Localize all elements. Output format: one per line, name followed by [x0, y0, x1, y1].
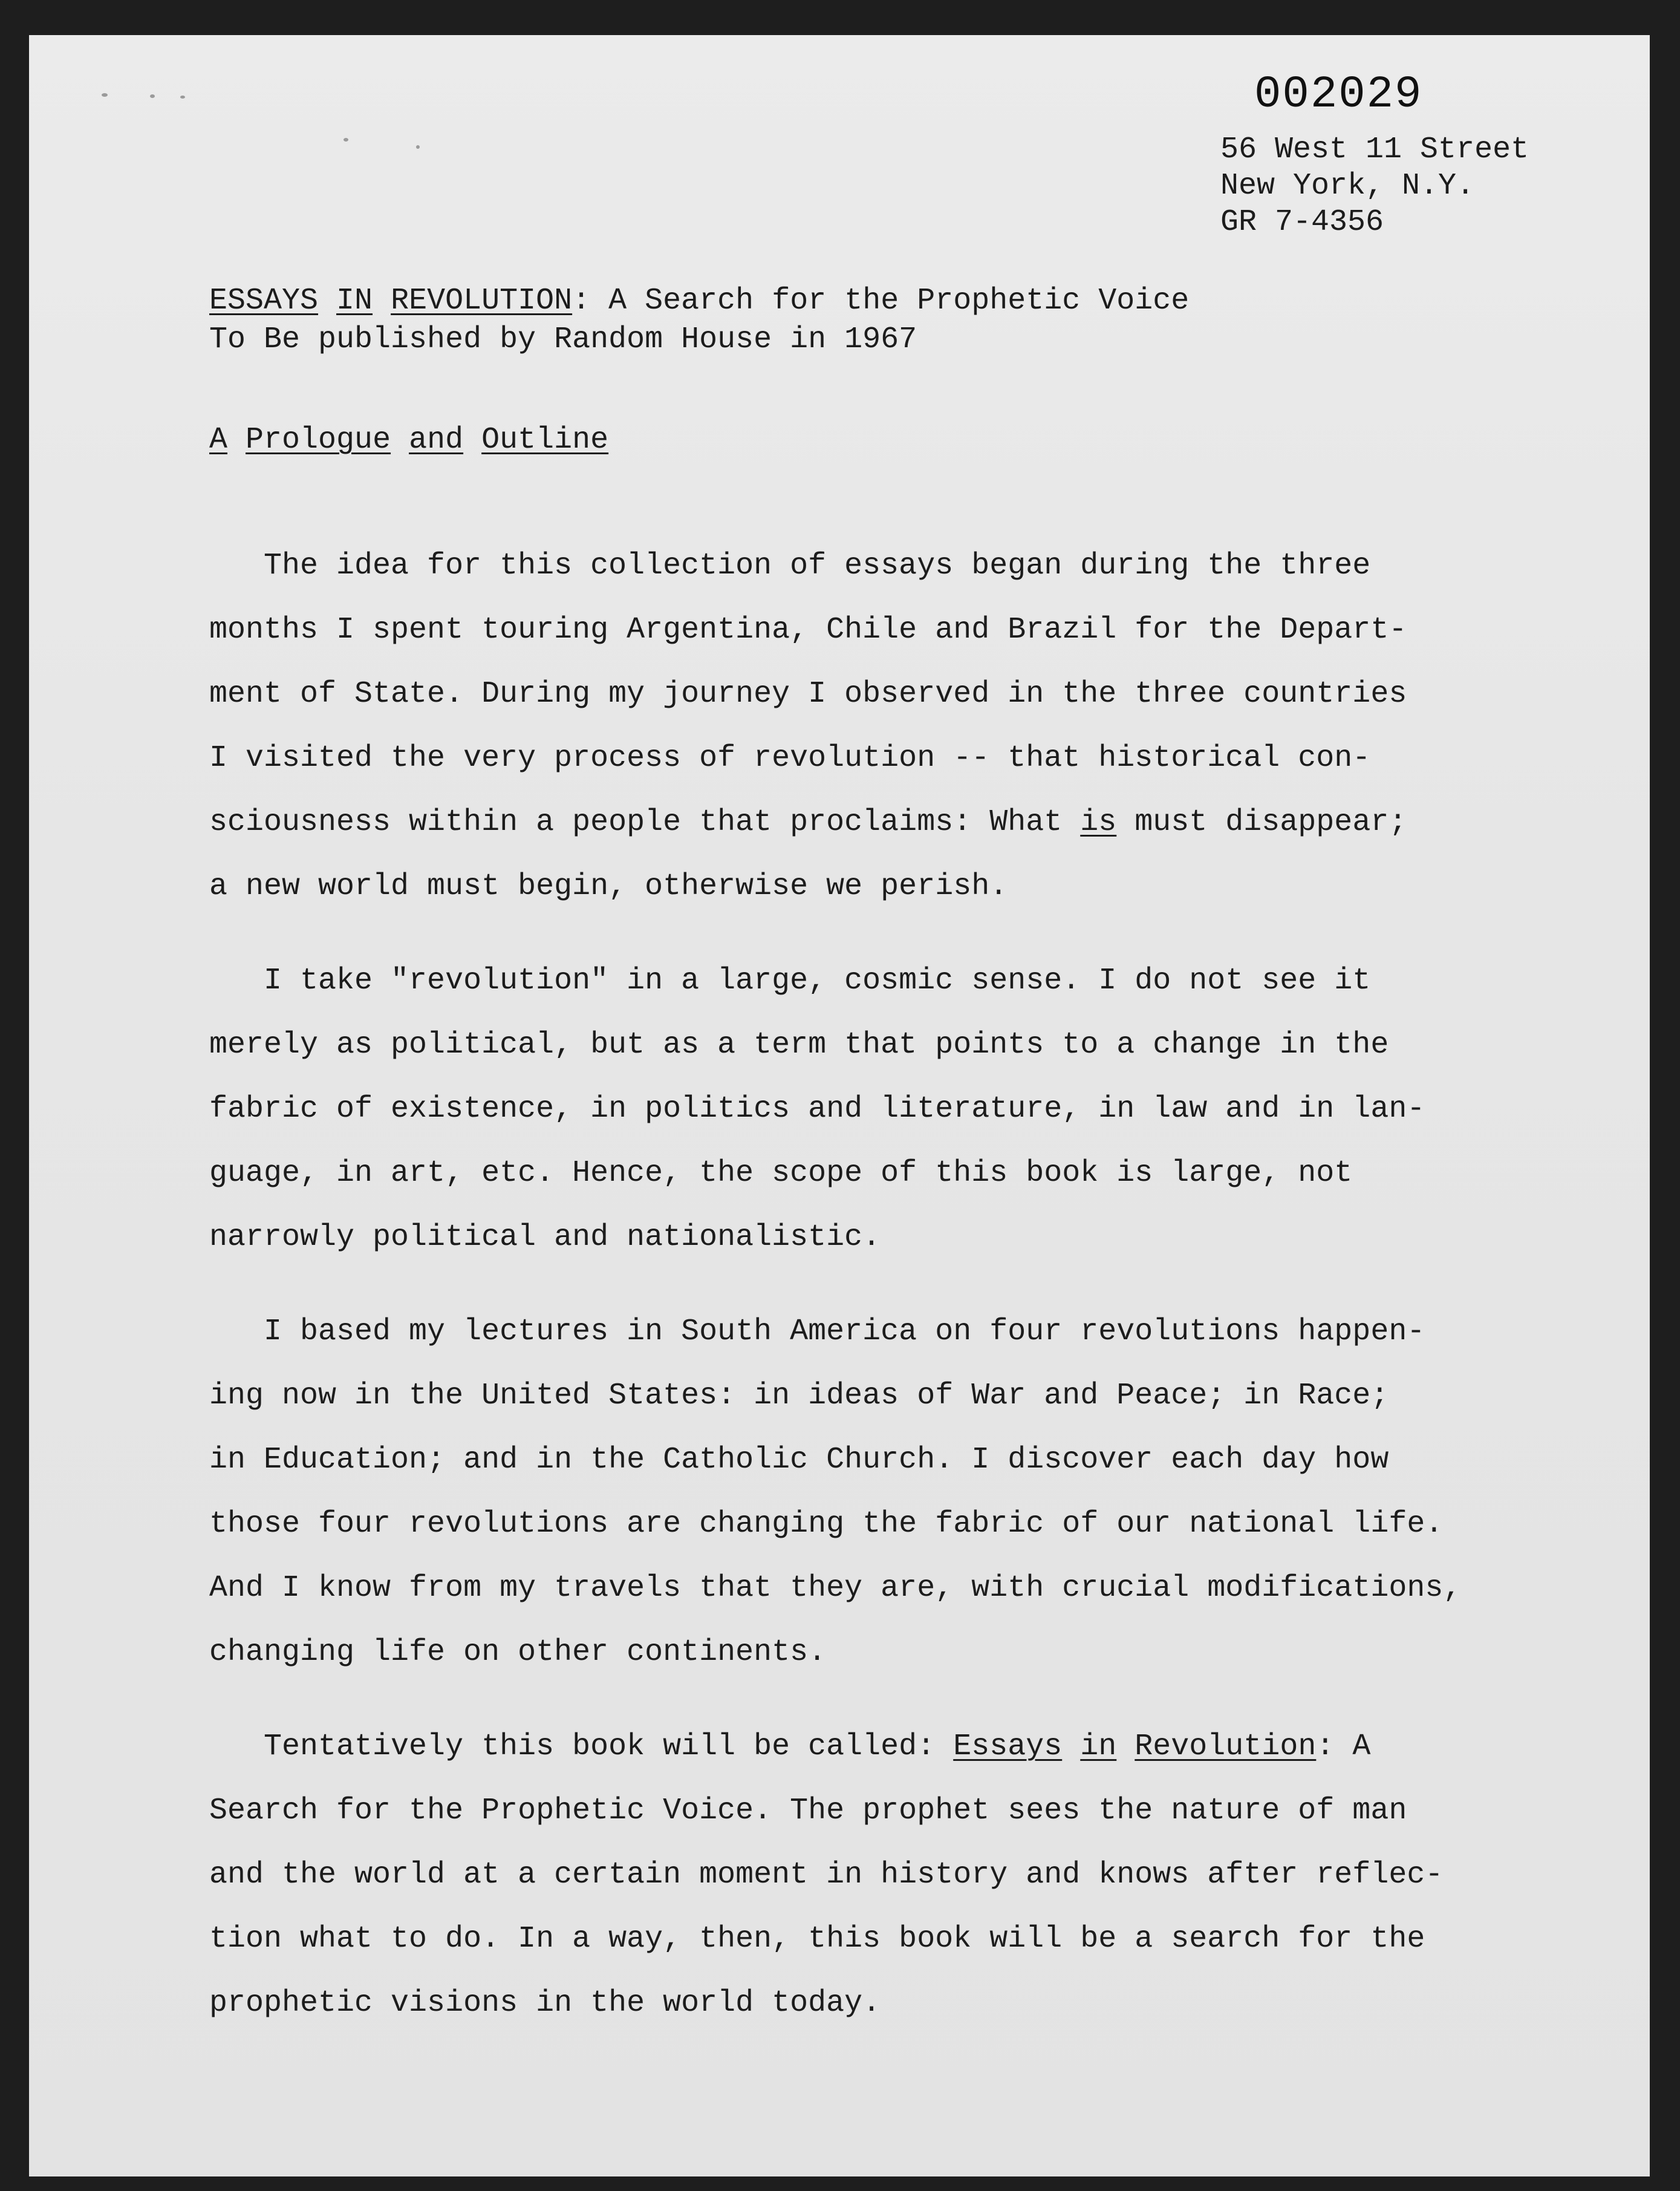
- paragraph-line: a new world must begin, otherwise we perish.: [209, 869, 1008, 904]
- paragraph-line: [209, 534, 1564, 598]
- paragraph-line: Search for the Prophetic Voice. The prophet sees the nature of man: [209, 1794, 1407, 1828]
- space: [1062, 1729, 1080, 1764]
- paragraph-line: [209, 1715, 1564, 1779]
- paragraph-line: guage, in art, etc. Hence, the scope of this book is large, not: [209, 1156, 1353, 1190]
- paper-speck: [102, 93, 108, 97]
- paragraph-1: [209, 534, 1564, 919]
- book-title-in: in: [1080, 1729, 1117, 1764]
- book-title-revolution: Revolution: [1135, 1729, 1317, 1764]
- document-heading: [209, 282, 1189, 359]
- paragraph-line: narrowly political and nationalistic.: [209, 1220, 881, 1255]
- line-text: must disappear;: [1116, 805, 1407, 840]
- line-text: : A: [1316, 1729, 1371, 1764]
- line-text: The idea for this collection of essays began during the three: [264, 549, 1371, 583]
- paragraph-line: and the world at a certain moment in history and knows after reflec-: [209, 1858, 1444, 1892]
- paper-speck: [150, 94, 155, 98]
- paragraph-line: fabric of existence, in politics and literature, in law and in lan-: [209, 1092, 1425, 1126]
- title-word-in: IN: [336, 284, 373, 318]
- paragraph-line: in Education; and in the Catholic Church. I discover each day how: [209, 1443, 1389, 1477]
- emphasis-is: is: [1080, 805, 1117, 840]
- subhead-word-outline: Outline: [481, 423, 609, 457]
- document-page: [29, 35, 1650, 2176]
- paragraph-line: ment of State. During my journey I observed in the three countries: [209, 677, 1407, 711]
- subhead-word-and: and: [409, 423, 464, 457]
- paper-speck: [416, 145, 420, 149]
- paragraph-line: [209, 949, 1564, 1013]
- paragraph-line: tion what to do. In a way, then, this book will be a search for the: [209, 1922, 1425, 1956]
- paragraph-line: prophetic visions in the world today.: [209, 1986, 881, 2020]
- space: [1116, 1729, 1135, 1764]
- paragraph-3: [209, 1300, 1564, 1685]
- title-word-essays: ESSAYS: [209, 284, 319, 318]
- paragraph-4: [209, 1715, 1564, 2036]
- document-number: 002029: [1254, 70, 1423, 120]
- paragraph-line: changing life on other continents.: [209, 1635, 827, 1670]
- address-phone: GR 7-4356: [1220, 205, 1384, 240]
- heading-title: [209, 282, 1189, 321]
- section-heading: [209, 421, 608, 460]
- line-text: Tentatively this book will be called:: [264, 1729, 954, 1764]
- book-title-essays: Essays: [953, 1729, 1063, 1764]
- paragraph-line: [209, 791, 1564, 855]
- line-text: I based my lectures in South America on four revolutions happen-: [264, 1314, 1425, 1349]
- subhead-word-prologue: Prologue: [246, 423, 391, 457]
- line-text: I take "revolution" in a large, cosmic sense. I do not see it: [264, 964, 1371, 998]
- body-text: [209, 534, 1564, 2066]
- title-word-revolution: REVOLUTION: [391, 284, 573, 318]
- paragraph-line: merely as political, but as a term that points to a change in the: [209, 1028, 1389, 1062]
- paragraph-line: ing now in the United States: in ideas of War and Peace; in Race;: [209, 1379, 1389, 1413]
- address-block: [1220, 132, 1529, 241]
- paragraph-line: And I know from my travels that they are, with crucial modifications,: [209, 1571, 1462, 1605]
- heading-publisher-line: To Be published by Random House in 1967: [209, 322, 917, 357]
- subhead-word-a: A: [209, 423, 228, 457]
- paragraph-line: I visited the very process of revolution -- that historical con-: [209, 741, 1371, 776]
- paragraph-line: those four revolutions are changing the fabric of our national life.: [209, 1507, 1444, 1541]
- paragraph-2: [209, 949, 1564, 1270]
- paragraph-line: [209, 1300, 1564, 1364]
- paragraph-line: months I spent touring Argentina, Chile and Brazil for the Depart-: [209, 613, 1407, 647]
- address-city: New York, N.Y.: [1220, 169, 1475, 203]
- title-rest: : A Search for the Prophetic Voice: [572, 284, 1190, 318]
- paper-speck: [180, 96, 185, 99]
- paper-speck: [343, 138, 348, 142]
- address-street: 56 West 11 Street: [1220, 132, 1529, 167]
- line-text: sciousness within a people that proclaims: What: [209, 805, 1081, 840]
